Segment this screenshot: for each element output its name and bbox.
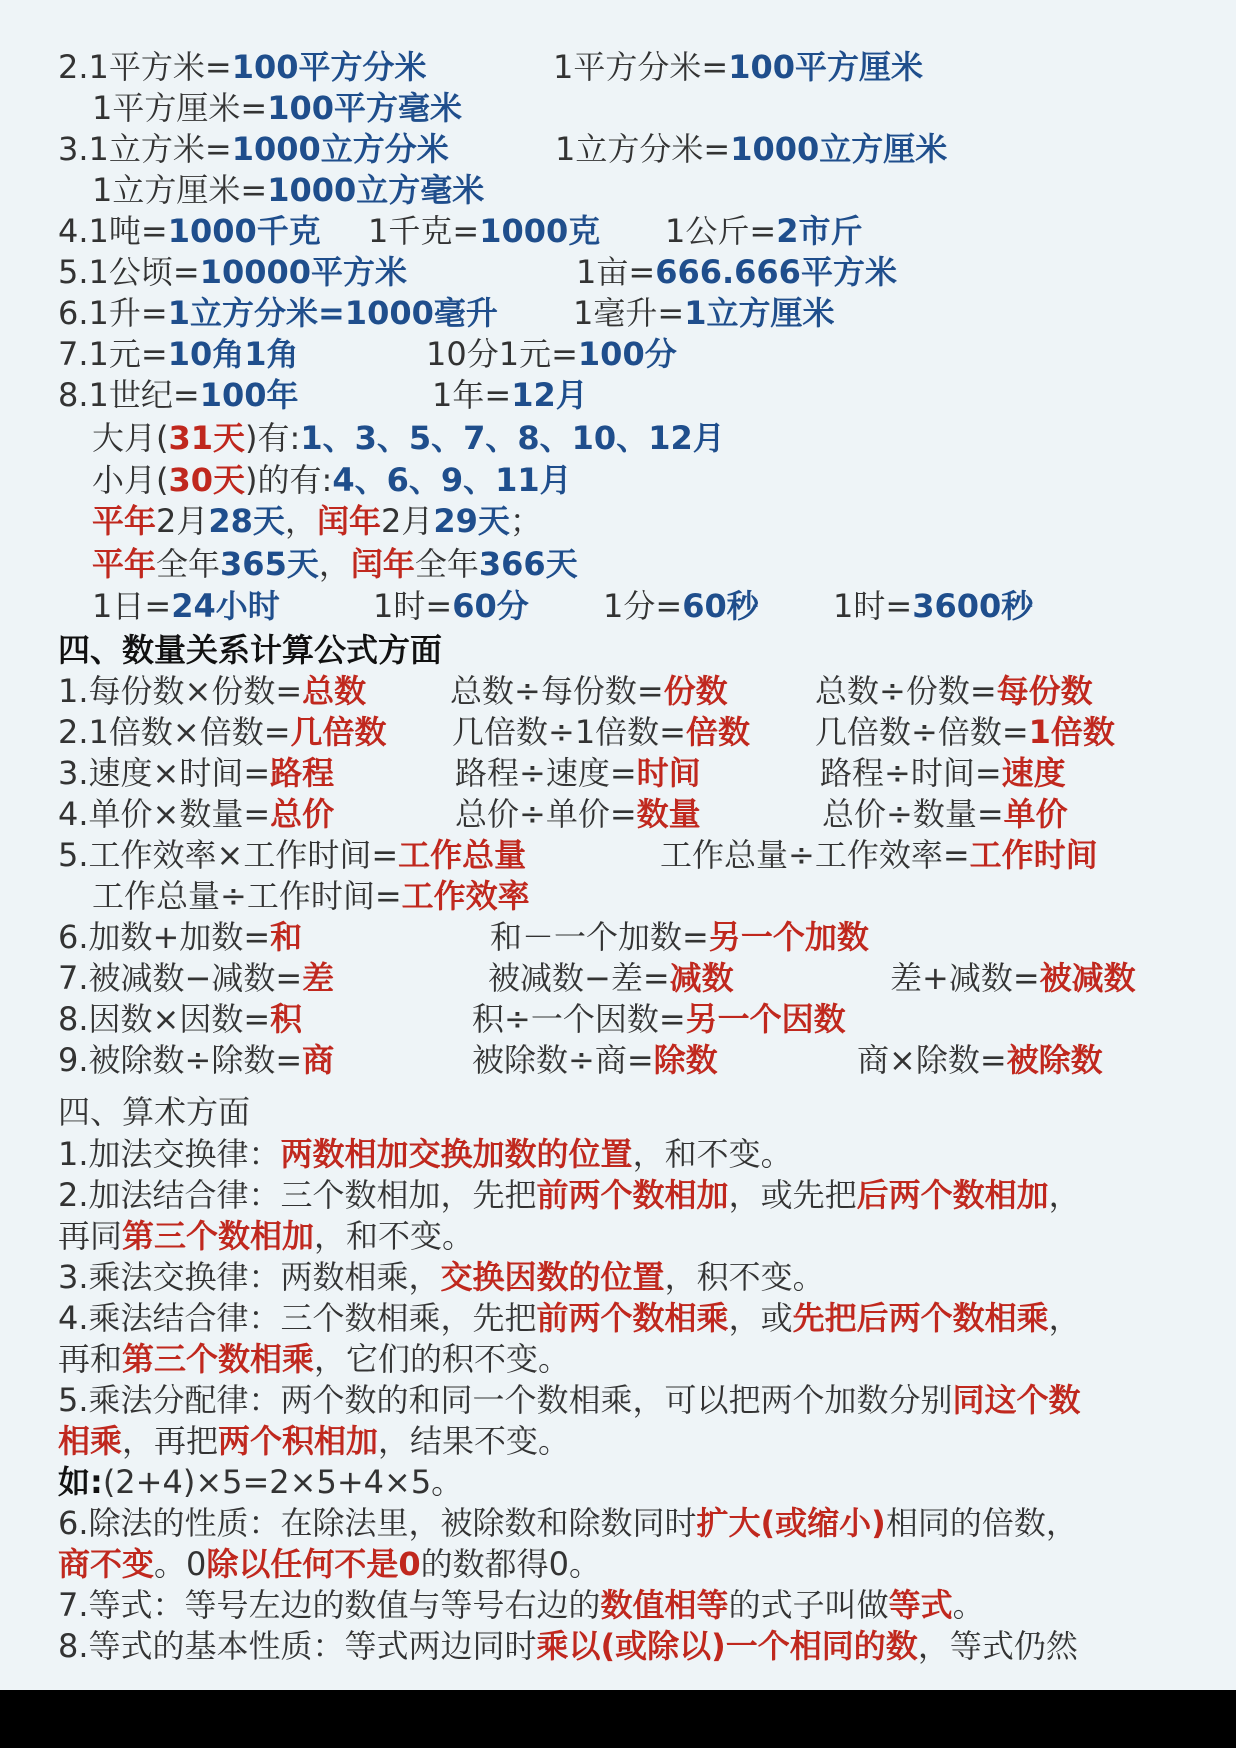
unit-row-4a: 1立方厘米=1000立方毫米 xyxy=(92,171,485,209)
formula-4c: 总价÷数量=单价 xyxy=(822,795,1068,833)
law-5-line-2: 相乘，再把两个积相加，结果不变。 xyxy=(58,1422,571,1460)
unit-row-8b: 10分1元=100分 xyxy=(426,335,677,373)
unit-row-2a: 1平方厘米=100平方毫米 xyxy=(92,89,462,127)
time-row-b: 1时=60分 xyxy=(373,587,529,625)
unit-row-9a: 8.1世纪=100年 xyxy=(58,376,299,414)
law-7: 7.等式：等号左边的数值与等号右边的数值相等的式子叫做等式。 xyxy=(58,1586,985,1624)
unit-row-3b: 1立方分米=1000立方厘米 xyxy=(555,130,948,168)
law-2-line-1: 2.加法结合律：三个数相加，先把前两个数相加，或先把后两个数相加， xyxy=(58,1176,1081,1214)
formula-7c: 差+减数=被减数 xyxy=(890,959,1136,997)
law-4-line-1: 4.乘法结合律：三个数相乘，先把前两个数相乘，或先把后两个数相乘， xyxy=(58,1299,1081,1337)
formula-3b: 路程÷速度=时间 xyxy=(455,754,701,792)
formula-3a: 3.速度×时间=路程 xyxy=(58,754,335,792)
formula-7b: 被减数−差=减数 xyxy=(488,959,734,997)
formula-5b: 工作总量÷工作效率=工作时间 xyxy=(660,836,1098,874)
formula-5a: 5.工作效率×工作时间=工作总量 xyxy=(58,836,527,874)
time-row-c: 1分=60秒 xyxy=(603,587,759,625)
formula-5c: 工作总量÷工作时间=工作效率 xyxy=(92,877,530,915)
unit-row-8a: 7.1元=10角1角 xyxy=(58,335,299,373)
unit-row-9b: 1年=12月 xyxy=(432,376,588,414)
formula-6a: 6.加数+加数=和 xyxy=(58,918,303,956)
time-row-d: 1时=3600秒 xyxy=(833,587,1034,625)
formula-9c: 商×除数=被除数 xyxy=(857,1041,1103,1079)
unit-row-1b: 1平方分米=100平方厘米 xyxy=(553,48,923,86)
law-4-line-2: 再和第三个数相乘，它们的积不变。 xyxy=(58,1340,571,1378)
formula-1c: 总数÷份数=每份数 xyxy=(815,672,1093,710)
formula-7a: 7.被减数−减数=差 xyxy=(58,959,335,997)
unit-row-5b: 1千克=1000克 xyxy=(368,212,601,250)
bottom-band xyxy=(0,1690,1236,1748)
unit-row-6a: 5.1公顷=10000平方米 xyxy=(58,253,408,291)
unit-row-7a: 6.1升=1立方分米=1000毫升 xyxy=(58,294,498,332)
unit-row-1a: 2.1平方米=100平方分米 xyxy=(58,48,427,86)
formula-1b: 总数÷每份数=份数 xyxy=(450,672,728,710)
unit-row-6b: 1亩=666.666平方米 xyxy=(576,253,897,291)
law-5-example: 如:(2+4)×5=2×5+4×5。 xyxy=(58,1463,464,1501)
formula-6b: 和－一个加数=另一个加数 xyxy=(490,918,869,956)
big-month-line: 大月(31天)有:1、3、5、7、8、10、12月 xyxy=(92,419,725,457)
law-1: 1.加法交换律：两数相加交换加数的位置，和不变。 xyxy=(58,1135,793,1173)
year-days-line: 平年全年365天，闰年全年366天 xyxy=(92,545,578,583)
formula-2b: 几倍数÷1倍数=倍数 xyxy=(452,713,751,751)
formula-8a: 8.因数×因数=积 xyxy=(58,1000,303,1038)
time-row-a: 1日=24小时 xyxy=(92,587,280,625)
unit-row-7b: 1毫升=1立方厘米 xyxy=(573,294,835,332)
small-month-line: 小月(30天)的有:4、6、9、11月 xyxy=(92,461,572,499)
feb-days-line: 平年2月28天，闰年2月29天； xyxy=(92,502,542,540)
formula-3c: 路程÷时间=速度 xyxy=(820,754,1066,792)
unit-row-3a: 3.1立方米=1000立方分米 xyxy=(58,130,449,168)
law-8: 8.等式的基本性质：等式两边同时乘以(或除以)一个相同的数，等式仍然 xyxy=(58,1627,1078,1665)
formula-2a: 2.1倍数×倍数=几倍数 xyxy=(58,713,387,751)
formula-2c: 几倍数÷倍数=1倍数 xyxy=(815,713,1115,751)
formula-4b: 总价÷单价=数量 xyxy=(455,795,701,833)
section-quantity-heading: 四、数量关系计算公式方面 xyxy=(58,631,443,669)
unit-row-5c: 1公斤=2市斤 xyxy=(665,212,863,250)
law-6-line-1: 6.除法的性质：在除法里，被除数和除数同时扩大(或缩小)相同的倍数， xyxy=(58,1504,1078,1542)
law-5-line-1: 5.乘法分配律：两个数的和同一个数相乘，可以把两个加数分别同这个数 xyxy=(58,1381,1081,1419)
formula-9b: 被除数÷商=除数 xyxy=(472,1041,718,1079)
law-2-line-2: 再同第三个数相加，和不变。 xyxy=(58,1217,475,1255)
formula-4a: 4.单价×数量=总价 xyxy=(58,795,335,833)
law-6-line-2: 商不变。0除以任何不是0的数都得0。 xyxy=(58,1545,602,1583)
formula-1a: 1.每份数×份数=总数 xyxy=(58,672,367,710)
law-3: 3.乘法交换律：两数相乘，交换因数的位置，积不变。 xyxy=(58,1258,825,1296)
formula-8b: 积÷一个因数=另一个因数 xyxy=(472,1000,846,1038)
unit-row-5a: 4.1吨=1000千克 xyxy=(58,212,321,250)
formula-9a: 9.被除数÷除数=商 xyxy=(58,1041,335,1079)
section-arith-heading: 四、算术方面 xyxy=(58,1093,251,1131)
